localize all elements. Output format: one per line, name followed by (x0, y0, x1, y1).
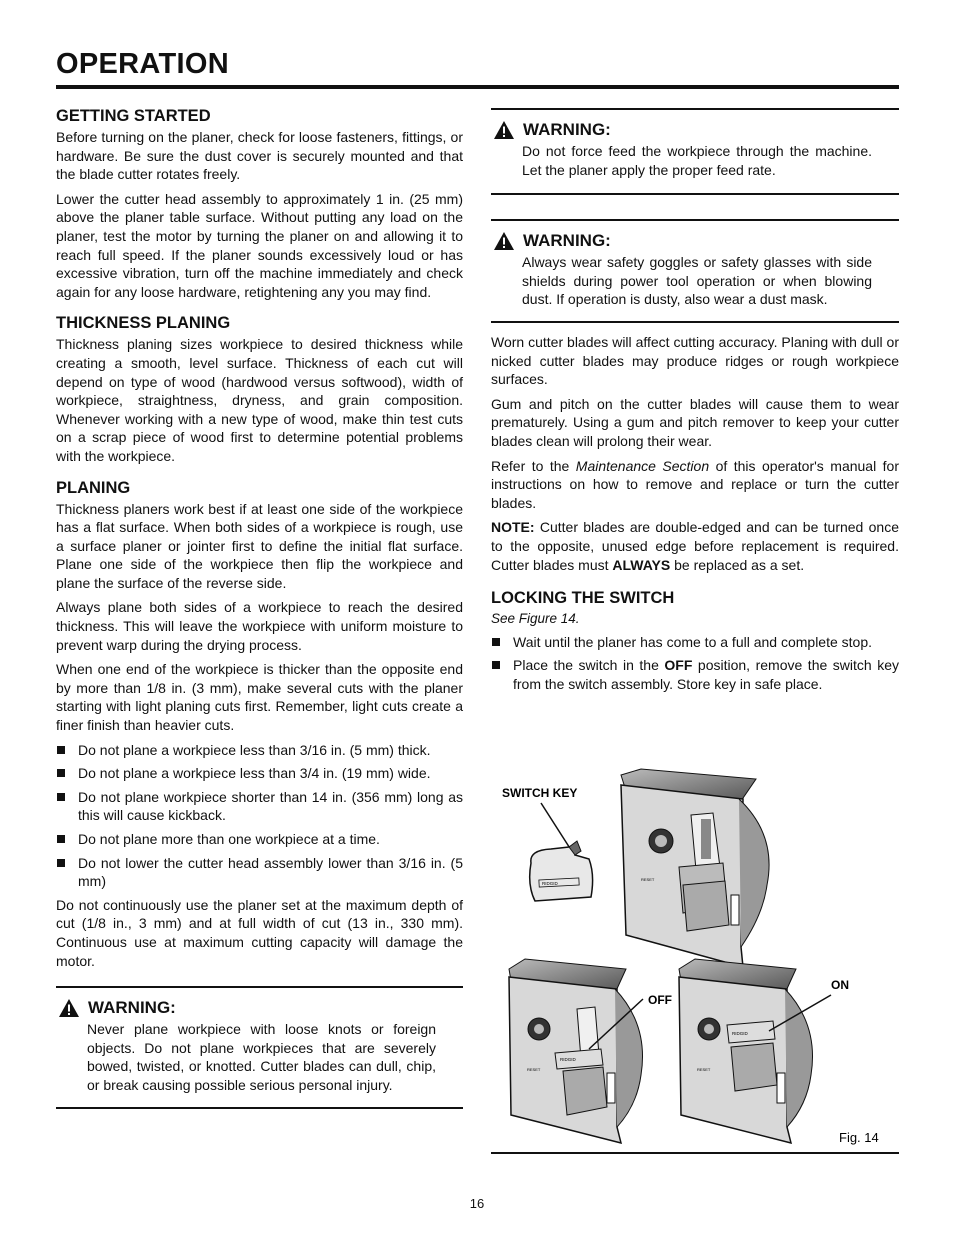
list-item: Place the switch in the OFF position, remove the switch key from the switch assembly. Store key in safe place. (491, 656, 899, 693)
warning-heading: WARNING: (493, 120, 872, 140)
section-thickness-planing (56, 313, 463, 465)
paragraph: Always plane both sides of a workpiece to reach the desired thickness. This will leave the workpiece with uniform moisture to prevent warp during the drying process. (56, 599, 463, 653)
paragraph: Lower the cutter head assembly to approximately 1 in. (25 mm) above the planer table surface. Without putting any load on the planer, test the motor by turning the planer on and allowing it to reach full speed. If the planer sounds excessively loud or has excessive vibration, turn off the machine immediately and check again for any loose hardware, retightening any you may find. (56, 190, 463, 300)
warning-triangle-icon (493, 231, 515, 251)
section-cutter-blades (491, 333, 899, 574)
warning-heading: WARNING: (493, 231, 872, 251)
section-heading: PLANING (56, 478, 131, 497)
paragraph: Gum and pitch on the cutter blades will cause them to wear prematurely. Using a gum and pitch remover to keep your cutter blades clean will prolong their wear. (491, 395, 899, 449)
on-label: ON (831, 978, 849, 992)
list-item: Do not plane a workpiece less than 3/4 in. (19 mm) wide. (56, 764, 463, 783)
svg-text:RIDGID: RIDGID (542, 881, 558, 886)
warning-heading: WARNING: (58, 998, 436, 1018)
paragraph: Do not continuously use the planer set at the maximum depth of cut (1/8 in., 3 mm) and at full width of cut (13 in., 330 mm). Continuous use at maximum cutting capacity will damage the motor. (56, 896, 463, 969)
svg-text:RESET: RESET (641, 877, 655, 882)
svg-text:RIDGID: RIDGID (560, 1057, 576, 1062)
bullet-square-icon (492, 661, 500, 669)
page-title: OPERATION (56, 48, 229, 80)
title-rule (56, 85, 899, 89)
warning-triangle-icon (58, 998, 80, 1018)
figure-rule (491, 1152, 899, 1154)
warning-box (56, 986, 463, 1108)
warning-box (491, 108, 899, 195)
section-planing (56, 478, 463, 971)
warning-box (491, 219, 899, 323)
section-getting-started (56, 106, 463, 301)
switch-key-label: SWITCH KEY (502, 786, 578, 800)
warning-text: Never plane workpiece with loose knots or foreign objects. Do not plane workpieces that are severely bowed, twisted, or knotted. Cutter blades can dull, chip, or break causing possible serious personal injury. (87, 1021, 436, 1093)
note-paragraph: NOTE: Cutter blades are double-edged and can be turned once to the opposite, unused edge before replacement is required. Cutter blades must ALWAYS be replaced as a set. (491, 519, 899, 573)
bullet-list (56, 741, 463, 891)
figure-reference: See Figure 14. (491, 611, 580, 627)
page-number: 16 (469, 1196, 485, 1211)
svg-text:RESET: RESET (697, 1067, 711, 1072)
figure-caption: Fig. 14 (839, 1130, 879, 1145)
bullet-square-icon (57, 793, 65, 801)
section-heading: LOCKING THE SWITCH (491, 589, 675, 608)
svg-text:RIDGID: RIDGID (732, 1031, 748, 1036)
switch-assembly-top (621, 769, 769, 967)
list-item: Do not lower the cutter head assembly lower than 3/16 in. (5 mm) (56, 854, 463, 891)
list-item: Do not plane more than one workpiece at a time. (56, 830, 463, 849)
paragraph: Worn cutter blades will affect cutting accuracy. Planing with dull or nicked cutter blades may produce ridges or rough workpiece surfaces. (491, 333, 899, 388)
section-heading: GETTING STARTED (56, 107, 211, 125)
bullet-square-icon (57, 769, 65, 777)
warning-text: Always wear safety goggles or safety glasses with side shields during power tool operation or when blowing dust. If operation is dusty, also wear a dust mask. (522, 254, 872, 308)
switch-key-drawing (530, 803, 593, 901)
paragraph: Refer to the Maintenance Section of this operator's manual for instructions on how to remove and replace or turn the cutter blades. (491, 457, 899, 511)
paragraph: Thickness planing sizes workpiece to desired thickness while creating a smooth, level surface. Thickness of each cut will depend on type of wood (hardwood versus softwood), width of workpiece, straightness, dryness, and grain composition. Whenever working with a new type of wood, make thin test cuts on a scrap piece of wood first to determine potential problems with the workpiece. (56, 336, 463, 464)
paragraph: Before turning on the planer, check for loose fasteners, fittings, or hardware. Be sure the dust cover is securely mounted and that the blade cutter rotates freely. (56, 129, 463, 183)
warning-triangle-icon (493, 120, 515, 140)
paragraph: When one end of the workpiece is thicker than the opposite end by more than 1/8 in. (3 mm), make several cuts with the planer starting with light planing cuts first. Remember, light cuts create a finer finish than heavier cuts. (56, 661, 463, 734)
left-column (56, 106, 463, 1109)
list-item: Do not plane workpiece shorter than 14 in. (356 mm) long as this will cause kickback. (56, 788, 463, 825)
bullet-square-icon (57, 835, 65, 843)
off-label: OFF (648, 993, 672, 1007)
bullet-square-icon (492, 638, 500, 646)
list-item: Do not plane a workpiece less than 3/16 in. (5 mm) thick. (56, 741, 463, 760)
bullet-square-icon (57, 859, 65, 867)
section-heading: THICKNESS PLANING (56, 314, 231, 333)
svg-text:RESET: RESET (527, 1067, 541, 1072)
right-column (491, 108, 899, 698)
bullet-square-icon (57, 746, 65, 754)
figure-14-switch-illustration (491, 755, 899, 1155)
list-item: Wait until the planer has come to a full and complete stop. (491, 633, 899, 652)
warning-text: Do not force feed the workpiece through the machine. Let the planer apply the proper feed rate. (522, 143, 872, 178)
section-locking-switch (491, 588, 899, 693)
switch-assembly-on (679, 959, 831, 1143)
switch-assembly-off (509, 959, 643, 1143)
bullet-list (491, 633, 899, 694)
paragraph: Thickness planers work best if at least one side of the workpiece has a flat surface. When both sides of a workpiece is rough, use a surface planer or jointer first to define the initial flat surface. Plane one side of the workpiece then flip the workpiece and plane the surface of the reverse side. (56, 500, 463, 591)
